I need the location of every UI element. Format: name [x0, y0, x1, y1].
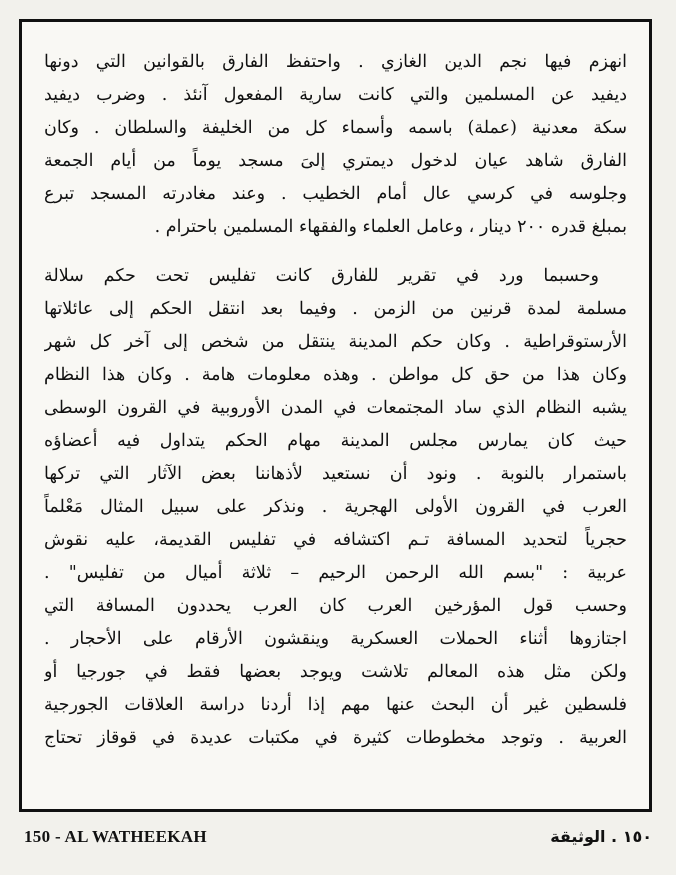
paragraph-1: [44, 46, 627, 244]
article-body: [44, 46, 627, 755]
text-line: انهزم فيها نجم الدين الغازي . واحتفظ الفارق بالقوانين التي دونها: [44, 52, 627, 72]
text-line: العرب في القرون الأولى الهجرية . ونذكر على سبيل المثال مَعْلماً: [44, 497, 627, 517]
text-line: ولكن مثل هذه المعالم تلاشت ويوجد بعضها فقط في جورجيا أو: [44, 662, 627, 682]
paragraph-gap: [44, 244, 627, 260]
text-line: حيث كان يمارس مجلس المدينة مهام الحكم يتداول فيه أعضاؤه: [44, 431, 627, 451]
text-frame: [19, 19, 652, 812]
text-line: بمبلغ قدره ٢٠٠ دينار ، وعامل العلماء والفقهاء المسلمين باحترام .: [154, 217, 627, 237]
text-line: وكان هذا من حق كل مواطن . وهذه معلومات هامة . وكان هذا النظام: [44, 365, 627, 385]
text-line: وحسب قول المؤرخين العرب كان العرب يحددون المسافة التي: [44, 596, 627, 616]
text-line: العربية . وتوجد مخطوطات كثيرة في مكتبات عديدة في قوقاز تحتاج: [44, 728, 627, 748]
text-line: وجلوسه في كرسي عال أمام الخطيب . وعند مغادرته المسجد تبرع: [44, 184, 627, 204]
text-line: وحسبما ورد في تقرير للفارق كانت تفليس تحت حكم سلالة: [44, 266, 599, 286]
page-footer: [24, 823, 652, 851]
footer-page-number-latin: 150 - AL WATHEEKAH: [24, 827, 207, 846]
text-line: مسلمة لمدة قرنين من الزمن . وفيما بعد انتقل الحكم إلى عائلاتها: [44, 299, 627, 319]
text-line: باستمرار بالنوبة . ونود أن نستعيد لأذهاننا بعض الآثار التي تركها: [44, 464, 627, 484]
text-line: فلسطين غير أن البحث عنها مهم إذا أردنا دراسة العلاقات الجورجية: [44, 695, 627, 715]
footer-page-number-arabic: ١٥٠ . الوثيقة: [550, 827, 652, 846]
text-line: الأرستوقراطية . وكان حكم المدينة ينتقل من شخص إلى آخر كل شهر: [44, 332, 627, 352]
text-line: الفارق شاهد عيان لدخول ديمتري إلىَ مسجد يوماً من أيام الجمعة: [44, 151, 627, 171]
text-line: عربية : "بسم الله الرحمن الرحيم – ثلاثة أميال من تفليس" .: [44, 563, 627, 583]
text-line: ديفيد عن المسلمين والتي كانت سارية المفعول آنئذ . وضرب ديفيد: [44, 85, 627, 105]
text-line: يشبه النظام الذي ساد المجتمعات في المدن الأوروبية في القرون الوسطى: [44, 398, 627, 418]
text-line: سكة معدنية (عملة) باسمه وأسماء كل من الخليفة والسلطان . وكان: [44, 118, 627, 138]
text-line: اجتازوها أثناء الحملات العسكرية وينقشون الأرقام على الأحجار .: [44, 629, 627, 649]
text-line: حجرياً لتحديد المسافة تـم اكتشافه في تفليس القديمة، عليه نقوش: [44, 530, 627, 550]
paragraph-2: [44, 260, 627, 755]
